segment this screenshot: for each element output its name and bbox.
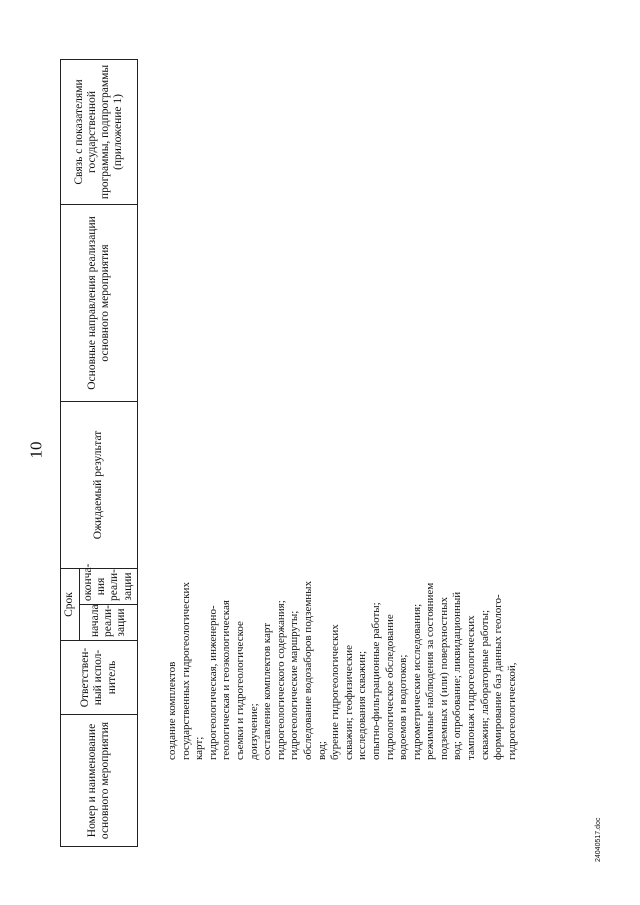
header-expected: Ожидаемый результат bbox=[61, 401, 138, 568]
header-link: Связь с показателями государственной программы, подпрограммы (приложение 1) bbox=[61, 59, 138, 204]
directions-line: съемки и гидрогеологическое bbox=[233, 621, 246, 760]
header-end: оконча-ния реали-зации bbox=[80, 568, 138, 604]
directions-line: доизучение; bbox=[247, 703, 260, 760]
directions-line: скважин; лабораторные работы; bbox=[478, 609, 491, 760]
directions-line: карт; bbox=[193, 736, 206, 760]
directions-line: водоемов и водотоков; bbox=[397, 654, 410, 760]
directions-line: составление комплектов карт bbox=[261, 622, 274, 760]
directions-line: вод; bbox=[315, 741, 328, 760]
directions-line: геологическая и геоэкологическая bbox=[220, 600, 233, 760]
directions-line: гидрогеологической, bbox=[505, 662, 518, 760]
directions-line: опытно-фильтрационные работы; bbox=[369, 602, 382, 760]
header-start: начала реали-зации bbox=[80, 605, 138, 641]
page-number: 10 bbox=[26, 441, 46, 459]
directions-line: гидрологическое обследование bbox=[383, 614, 396, 760]
directions-line: обследование водозаборов подземных bbox=[301, 580, 314, 760]
directions-line: подземных и (или) поверхностных bbox=[437, 596, 450, 760]
directions-line: создание комплектов bbox=[166, 661, 178, 760]
directions-line: вод; опробование; ликвидационный bbox=[451, 591, 464, 760]
directions-line: формирование баз данных геолого- bbox=[492, 594, 505, 760]
directions-text bbox=[166, 260, 519, 760]
header-responsible: Ответствен-ный испол-нитель bbox=[61, 641, 138, 715]
header-term: Срок bbox=[61, 568, 80, 640]
directions-line: государственных гидрогеологических bbox=[179, 582, 192, 760]
directions-line: гидрогеологические маршруты; bbox=[288, 610, 301, 760]
main-table bbox=[60, 60, 153, 847]
directions-line: бурение гидрогеологических bbox=[329, 624, 342, 760]
header-number-name: Номер и наименование основного мероприятия bbox=[61, 715, 138, 847]
directions-line: гидрометрические исследования; bbox=[410, 603, 423, 760]
directions-line: тампонаж гидрогеологических bbox=[465, 615, 478, 760]
directions-line: режимные наблюдения за состоянием bbox=[424, 582, 437, 760]
directions-line: гидрогеологическая, инженерно- bbox=[206, 605, 219, 760]
directions-line: исследования скважин; bbox=[356, 650, 369, 760]
footer-filename: 24040517.doc bbox=[595, 817, 602, 862]
directions-line: гидрогеологического содержания; bbox=[274, 600, 287, 760]
directions-line: скважин; геофизические bbox=[342, 644, 355, 760]
header-directions: Основные направления реализации основного мероприятия bbox=[61, 204, 138, 401]
